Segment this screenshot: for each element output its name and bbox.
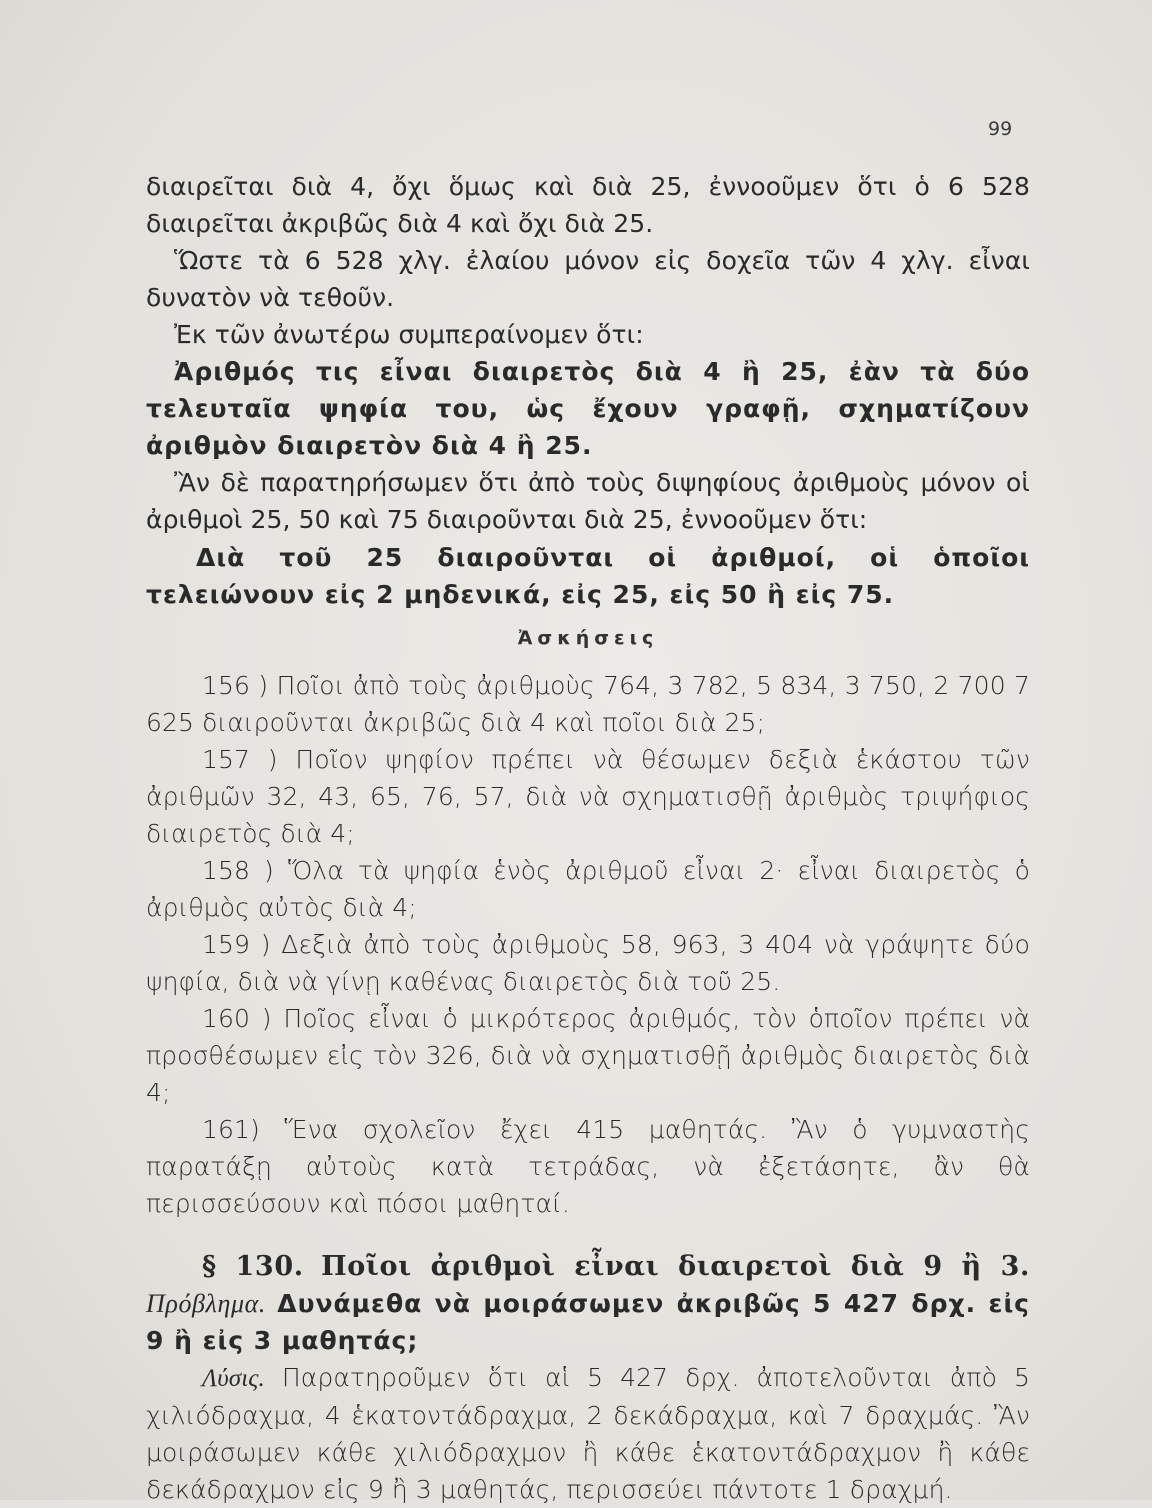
exercise-157: 157 ) Ποῖον ψηφίον πρέπει νὰ θέσωμεν δεξιὰ ἑκάστου τῶν ἀριθμῶν 32, 43, 65, 76, 57, διὰ νὰ σχηματισθῇ ἀριθμὸς τριψήφιος διαιρετὸς διὰ 4; bbox=[146, 745, 1030, 848]
solution-paragraph bbox=[146, 1359, 1030, 1508]
section-number: § 130. bbox=[202, 1251, 304, 1282]
section-title: Ποῖοι ἀριθμοὶ εἶναι διαιρετοὶ διὰ 9 ἢ 3. bbox=[321, 1251, 1031, 1282]
page-content bbox=[146, 168, 1030, 1508]
paragraph-1: διαιρεῖται διὰ 4, ὄχι ὅμως καὶ διὰ 25, ἐννοοῦμεν ὅτι ὁ 6 528 διαιρεῖται ἀκριβῶς διὰ 4 καὶ ὄχι διὰ 25. bbox=[146, 172, 1030, 238]
rule-divisibility-25: Διὰ τοῦ 25 διαιροῦνται οἱ ἀριθμοί, οἱ ὁποῖοι τελειώνουν εἰς 2 μηδενικά, εἰς 25, εἰς 50 ἢ εἰς 75. bbox=[146, 543, 1030, 609]
problem-label: Πρόβλημα. bbox=[146, 1289, 266, 1318]
exercise-160: 160 ) Ποῖος εἶναι ὁ μικρότερος ἀριθμός, τὸν ὁποῖον πρέπει νὰ προσθέσωμεν εἰς τὸν 326, διὰ νὰ σχηματισθῇ ἀριθμὸς διαιρετὸς διὰ 4; bbox=[146, 1004, 1030, 1107]
paragraph-4: Ἂν δὲ παρατηρήσωμεν ὅτι ἀπὸ τοὺς διψηφίους ἀριθμοὺς μόνον οἱ ἀριθμοὶ 25, 50 καὶ 75 διαιροῦνται διὰ 25, ἐννοοῦμεν ὅτι: bbox=[146, 468, 1030, 534]
exercise-158: 158 ) Ὅλα τὰ ψηφία ἑνὸς ἀριθμοῦ εἶναι 2· εἶναι διαιρετὸς ὁ ἀριθμὸς αὐτὸς διὰ 4; bbox=[146, 856, 1030, 922]
exercise-156: 156 ) Ποῖοι ἀπὸ τοὺς ἀριθμοὺς 764, 3 782, 5 834, 3 750, 2 700 7 625 διαιροῦνται ἀκριβῶς διὰ 4 καὶ ποῖοι διὰ 25; bbox=[146, 671, 1030, 737]
exercises-heading: Ἀσκήσεις bbox=[517, 627, 659, 649]
problem-question: Δυνάμεθα νὰ μοιράσωμεν ἀκριβῶς 5 427 δρχ. εἰς 9 ἢ εἰς 3 μαθητάς; bbox=[146, 1289, 1031, 1355]
exercise-161: 161) Ἕνα σχολεῖον ἔχει 415 μαθητάς. Ἂν ὁ γυμναστὴς παρατάξῃ αὐτοὺς κατὰ τετράδας, νὰ ἐξετάσητε, ἂν θὰ περισσεύσουν καὶ πόσοι μαθηταί. bbox=[146, 1115, 1030, 1218]
exercise-list bbox=[146, 667, 1030, 1222]
paragraph-3: Ἐκ τῶν ἀνωτέρω συμπεραίνομεν ὅτι: bbox=[174, 320, 644, 349]
solution-label: Λύσις. bbox=[202, 1365, 265, 1392]
section-130-heading bbox=[146, 1248, 1030, 1359]
exercise-159: 159 ) Δεξιὰ ἀπὸ τοὺς ἀριθμοὺς 58, 963, 3 404 νὰ γράψητε δύο ψηφία, διὰ νὰ γίνῃ καθένας διαιρετὸς διὰ τοῦ 25. bbox=[146, 930, 1030, 996]
paragraph-2: Ὥστε τὰ 6 528 χλγ. ἐλαίου μόνον εἰς δοχεῖα τῶν 4 χλγ. εἶναι δυνατὸν νὰ τεθοῦν. bbox=[146, 246, 1030, 312]
solution-text: Παρατηροῦμεν ὅτι αἱ 5 427 δρχ. ἀποτελοῦνται ἀπὸ 5 χιλιόδραχμα, 4 ἑκατοντάδραχμα, 2 δεκάδραχμα, καὶ 7 δραχμάς. Ἂν μοιράσωμεν κάθε χιλιόδραχμον ἢ κάθε ἑκατοντάδραχμον ἢ κάθε δεκάδραχμον εἰς 9 ἢ 3 μαθητάς, περισσεύει πάντοτε 1 δραχμή. bbox=[146, 1363, 1030, 1504]
rule-divisibility-4-25: Ἀριθμός τις εἶναι διαιρετὸς διὰ 4 ἢ 25, ἐὰν τὰ δύο τελευταῖα ψηφία του, ὡς ἔχουν γραφῇ, σχηματίζουν ἀριθμὸν διαιρετὸν διὰ 4 ἢ 25. bbox=[146, 357, 1030, 460]
page-number: 99 bbox=[988, 118, 1013, 140]
